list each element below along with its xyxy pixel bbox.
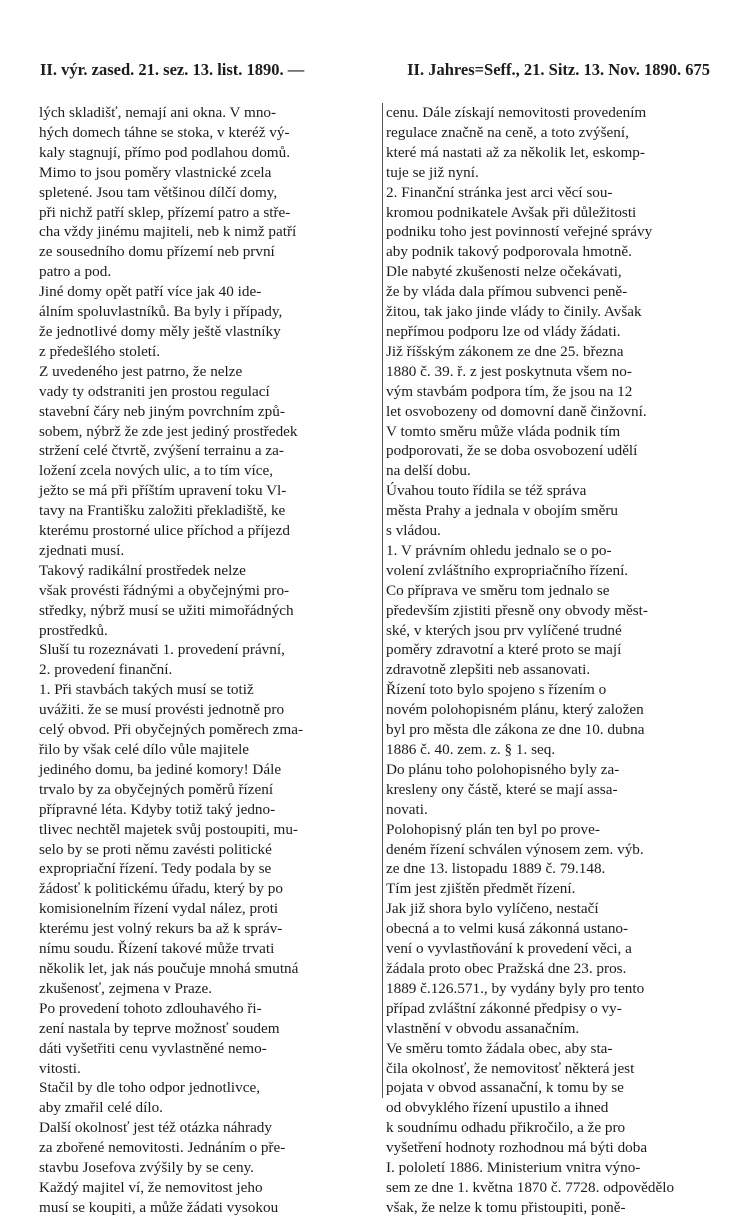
text-line: stržení celé čtvrtě, zvýšení terrainu a za- [39, 442, 284, 460]
text-line: Tím jest zjištěn předmět řízení. [386, 880, 576, 898]
text-line: sobem, nýbrž že zde jest jediný prostředek [39, 422, 298, 440]
text-line: Po provedení tohoto zdlouhavého ři- [39, 999, 262, 1017]
text-line: podporovati, že se doba osvobození udělí [386, 442, 638, 460]
text-line: patro a pod. [39, 263, 112, 281]
text-line: Ve směru tomto žádala obec, aby sta- [386, 1039, 613, 1057]
text-line: nepřímou podporu lze od vlády žádati. [386, 322, 621, 340]
text-line: řilo by však celé dílo vůle majitele [39, 741, 250, 758]
text-line: uvážiti. že se musí provésti jednotně pro [39, 701, 285, 719]
text-line: které má nastati až za několik let, eskomp- [386, 143, 645, 161]
text-line: cha vždy jinému majiteli, neb k nimž patří [39, 223, 297, 241]
text-line: ježto se má při příštím upravení toku Vl- [39, 482, 287, 500]
text-line: dáti vyšetřiti cenu vyvlastněné nemo- [39, 1039, 267, 1057]
text-line: k soudnímu odhadu přikročilo, a že pro [386, 1119, 626, 1137]
text-line: vyšetření hodnoty rozhodnou má býti doba [386, 1139, 648, 1157]
text-line: zjednati musí. [39, 541, 125, 559]
text-line: musí se koupiti, a může žádati vysokou [39, 1198, 279, 1216]
text-line: ložení zcela nových ulic, a to tím více, [39, 462, 274, 480]
text-line: žádosť k politickému úřadu, který by po [39, 880, 283, 898]
left-column [39, 103, 381, 1218]
text-line: hých domech táhne se stoka, v kteréž vý- [39, 123, 290, 141]
text-line: lých skladišť, nemají ani okna. V mno- [39, 104, 277, 121]
text-line: zení nastala by teprve možnosť soudem [39, 1019, 280, 1037]
text-line: novati. [386, 800, 428, 818]
text-line: že jednotlivé domy měly ještě vlastníky [39, 322, 281, 340]
text-line: I. pololetí 1886. Ministerium vnitra výno- [386, 1159, 641, 1177]
text-line: podniku toho jest povinností veřejné správy [386, 223, 653, 241]
text-line: vady ty odstraniti jen prostou regulací [39, 382, 270, 400]
text-line: tlivec nechtěl majetek svůj postoupiti, mu- [39, 820, 298, 838]
text-line: zdravotně zlepšiti neb assanovati. [386, 661, 591, 679]
text-line: sem ze dne 1. května 1870 č. 7728. odpovědělo [386, 1178, 675, 1196]
text-line: álním spoluvlastníků. Ba byly i případy, [39, 303, 283, 321]
text-line: jediného domu, ba jediné komory! Dále [39, 760, 282, 778]
text-line: na delší dobu. [386, 462, 471, 480]
text-line: selo by se proti němu zavésti politické [39, 840, 272, 858]
text-line: za zbořené nemovitosti. Jednáním o pře- [39, 1139, 286, 1157]
text-line: středky, nýbrž musí se užiti mimořádných [39, 601, 294, 619]
text-line: Úvahou touto řídila se též správa [386, 482, 587, 500]
text-line: volení zvláštního expropriačního řízení. [386, 561, 629, 579]
text-line: stavební čáry neb jiným povrchním způ- [39, 402, 285, 420]
text-line: vení o vyvlastňování k provedení věci, a [386, 940, 632, 958]
text-line: Sluší tu rozeznávati 1. provedení právní, [39, 641, 285, 659]
text-line: Dle nabyté zkušenosti nelze očekávati, [386, 263, 622, 281]
text-line: vým stavbám podpora tím, že jsou na 12 [386, 382, 633, 400]
text-line: Každý majitel ví, že nemovitost jeho [39, 1178, 263, 1196]
text-line: aby podnik takový podporovala hmotně. [386, 243, 632, 261]
text-line: kterému prostorné ulice příchod a příjezd [39, 522, 290, 540]
text-line: byl pro města dle zákona ze dne 10. dubna [386, 721, 645, 739]
text-line: že by vláda dala přímou subvenci peně- [386, 283, 628, 301]
text-line: ské, v kterých jsou prv vylíčené trudné [386, 621, 622, 639]
text-line: komisionelním řízení vydal nález, proti [39, 900, 279, 918]
text-line: deném řízení schválen výnosem zem. výb. [386, 840, 644, 858]
text-line: expropriační řízení. Tedy podala by se [39, 860, 272, 878]
text-line: případ zvláštní zákonné předpisy o vy- [386, 999, 622, 1017]
text-line: především zjistiti přesně ony obvody měst- [386, 601, 648, 619]
text-line: 1889 č.126.571., by vydány byly pro tento [386, 979, 645, 997]
text-line: Do plánu toho polohopisného byly za- [386, 760, 620, 778]
text-line: kresleny ony částě, které se mají assa- [386, 780, 618, 798]
text-line: let osvobozeny od domovní daně činžovní. [386, 402, 647, 420]
text-line: Takový radikální prostředek nelze [39, 561, 246, 579]
text-line: cenu. Dále získají nemovitosti provedením [386, 104, 647, 121]
text-line: nímu soudu. Řízení takové může trvati [39, 940, 275, 958]
text-line: od obvyklého řízení upustilo a ihned [386, 1099, 609, 1117]
text-line: pojata v obvod assanační, k tomu by se [386, 1079, 624, 1097]
text-line: Polohopisný plán ten byl po prove- [386, 820, 600, 838]
text-line: Stačil by dle toho odpor jednotlivce, [39, 1079, 261, 1097]
text-line: několik let, jak nás poučuje mnohá smutná [39, 959, 299, 977]
text-line: V tomto směru může vláda podnik tím [386, 422, 621, 440]
text-line: poměry zdravotní a které proto se mají [386, 641, 622, 659]
text-line: při nichž patří sklep, přízemí patro a stře- [39, 203, 291, 221]
text-line: žitou, tak jako jinde vlády to činily. Avšak [386, 303, 642, 321]
text-line: 1886 č. 40. zem. z. § 1. seq. [386, 741, 556, 758]
text-line: kromou podnikatele Avšak při důležitosti [386, 203, 637, 221]
text-line: spletené. Jsou tam většinou dílčí domy, [39, 183, 278, 201]
text-line: tuje se již nyní. [386, 163, 479, 181]
text-line: novém polohopisném plánu, který založen [386, 701, 644, 719]
text-line: 1. V právním ohledu jednalo se o po- [386, 541, 612, 559]
text-line: aby zmařil celé dílo. [39, 1099, 163, 1117]
text-line: 2. Finanční stránka jest arci věcí sou- [386, 183, 613, 201]
text-line: obecná a to velmi kusá zákonná ustano- [386, 920, 629, 938]
text-line: však provésti řádnými a obyčejnými pro- [39, 581, 290, 599]
text-line: 1880 č. 39. ř. z jest poskytnuta všem no- [386, 362, 632, 380]
text-line: z předešlého století. [39, 342, 161, 360]
text-line: přípravné léta. Kdyby totiž taký jedno- [39, 800, 276, 818]
text-line: vlastnění v obvodu assanačním. [386, 1019, 580, 1037]
text-line: Řízení toto bylo spojeno s řízením o [386, 681, 607, 699]
right-column [386, 103, 710, 1218]
text-line: regulace značně na ceně, a toto zvýšení, [386, 123, 629, 141]
text-line: Jak již shora bylo vylíčeno, nestačí [386, 900, 599, 918]
text-line: ze dne 13. listopadu 1889 č. 79.148. [386, 860, 606, 878]
text-line: Již říšským zákonem ze dne 25. března [386, 342, 624, 360]
header-german: II. Jahres=Seff., 21. Sitz. 13. Nov. 1890. 675 [407, 60, 710, 79]
text-line: čila okolnosť, že nemovitosť některá jest [386, 1059, 635, 1077]
text-line: Další okolnosť jest též otázka náhrady [39, 1119, 272, 1137]
text-line: prostředků. [39, 621, 108, 639]
text-line: 2. provedení finanční. [39, 661, 173, 679]
text-line: kterému jest volný rekurs ba až k správ- [39, 920, 283, 938]
column-divider [382, 103, 383, 1098]
header-czech: II. výr. zased. 21. sez. 13. list. 1890. — [40, 60, 305, 79]
text-line: zkušenosť, zejmena v Praze. [39, 979, 213, 997]
text-line: ze sousedního domu přízemí neb první [39, 243, 275, 261]
text-line: vitosti. [39, 1059, 81, 1077]
text-line: kaly stagnují, přímo pod podlahou domů. [39, 143, 290, 161]
text-line: však, že nelze k tomu přistoupiti, poně- [386, 1198, 626, 1216]
text-line: Mimo to jsou poměry vlastnické zcela [39, 163, 272, 181]
text-line: žádala proto obec Pražská dne 23. pros. [386, 959, 627, 977]
text-line: trvalo by za obyčejných poměrů řízení [39, 780, 274, 798]
text-line: s vládou. [386, 522, 441, 540]
page-header [40, 60, 710, 86]
text-line: Z uvedeného jest patrno, že nelze [39, 362, 243, 380]
text-line: tavy na Františku založiti překladiště, ke [39, 502, 286, 520]
text-line: Co příprava ve směru tom jednalo se [386, 581, 610, 599]
text-line: Jiné domy opět patří více jak 40 ide- [39, 283, 262, 301]
text-line: stavbu Josefova zvýšily by se ceny. [39, 1159, 254, 1177]
text-line: 1. Při stavbách takých musí se totiž [39, 681, 254, 699]
text-line: celý obvod. Při obyčejných poměrech zma- [39, 721, 304, 739]
text-line: města Prahy a jednala v obojím směru [386, 502, 618, 520]
